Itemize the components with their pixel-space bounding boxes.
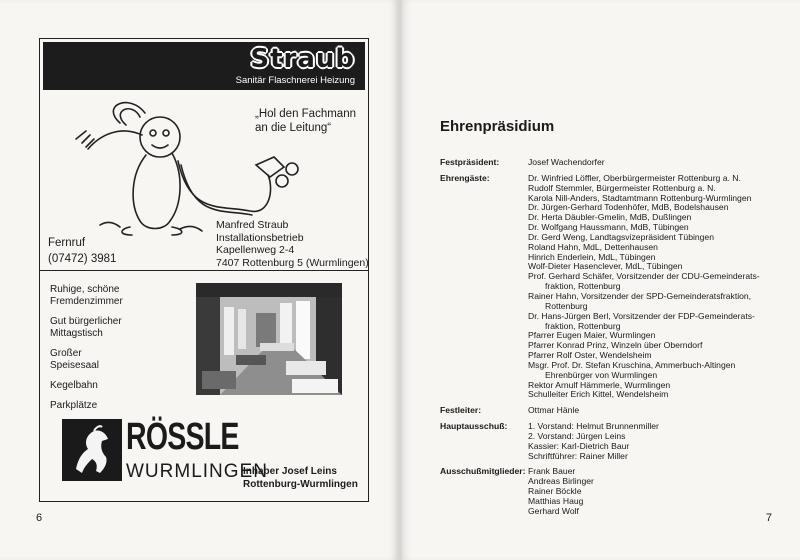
section-members: [528, 158, 798, 168]
horse-logo: [62, 419, 122, 481]
page-number-left: 6: [36, 512, 43, 524]
feature-item: Großer Speisesaal: [50, 348, 99, 371]
roessle-town: WURMLINGEN: [126, 461, 268, 482]
member-entry: 2. Vorstand: Jürgen Leins: [528, 430, 626, 441]
member-entry: Matthias Haug: [528, 496, 584, 506]
member-entry: Schulleiter Erich Kittel, Wendelsheim: [528, 389, 669, 400]
straub-logo: Straub: [250, 44, 355, 74]
section-members: [528, 406, 798, 416]
committee-section: [440, 406, 798, 416]
right-page: [402, 0, 800, 560]
member-entry: Ehrenbürger von Wurmlingen: [545, 369, 658, 380]
member-entry: Dr. Jürgen-Gerhard Todenhöfer, MdB, Bodelshausen: [528, 202, 729, 213]
member-entry: Msgr. Prof. Dr. Stefan Kruschina, Ammerbuch-Altingen: [528, 359, 736, 370]
section-label: Ausschußmitglieder:: [440, 466, 526, 477]
member-entry: Ottmar Hänle: [528, 405, 580, 416]
left-page: [0, 0, 398, 560]
member-entry: 1. Vorstand: Helmut Brunnenmiller: [528, 421, 659, 432]
committee-section: [440, 158, 798, 168]
feature-item: Gut bürgerlicher Mittagstisch: [50, 316, 122, 339]
section-members: [528, 174, 798, 400]
committee-section: [440, 467, 798, 516]
section-members: [528, 422, 798, 461]
roessle-owner: Inhaber Josef Leins Rottenburg-Wurmlingen: [243, 466, 358, 490]
honorary-committee-list: [440, 158, 798, 523]
member-entry: Frank Bauer: [528, 466, 576, 477]
member-entry: Karola Nill-Anders, Stadtamtmann Rottenburg-Wurmlingen: [528, 192, 752, 203]
straub-tagline: Sanitär Flaschnerei Heizung: [235, 75, 355, 86]
straub-address: Manfred Straub Installationsbetrieb Kapellenweg 2-4 7407 Rottenburg 5 (Wurmlingen): [216, 219, 369, 269]
straub-phone: [48, 235, 116, 267]
feature-item: Kegelbahn: [50, 380, 98, 391]
ad-divider: [40, 270, 368, 271]
member-entry: Schriftführer: Rainer Miller: [528, 450, 628, 461]
section-label: Hauptausschuß:: [440, 421, 508, 432]
member-entry: Pfarrer Rolf Oster, Wendelsheim: [528, 350, 652, 361]
member-entry: Rainer Hahn, Vorsitzender der SPD-Gemeinderatsfraktion,: [528, 290, 752, 301]
member-entry: Kassier: Karl-Dietrich Baur: [528, 440, 630, 451]
member-entry: Josef Wachendorfer: [528, 157, 605, 167]
member-entry: Dr. Gerd Weng, Landtagsvizepräsident Tübingen: [528, 231, 714, 242]
roessle-features: [50, 284, 123, 420]
roessle-name: RÖSSLE: [126, 416, 239, 458]
member-entry: Dr. Herta Däubler-Gmelin, MdB, Dußlingen: [528, 212, 692, 223]
dining-hall-photo: [196, 283, 342, 395]
phone-number: (07472) 3981: [48, 253, 117, 265]
member-entry: Dr. Wolfgang Haussmann, MdB, Tübingen: [528, 222, 689, 233]
section-label: Festpräsident:: [440, 157, 500, 167]
member-entry: Dr. Winfried Löffler, Oberbürgermeister Rottenburg a. N.: [528, 172, 741, 183]
feature-item: Ruhige, schöne Fremdenzimmer: [50, 284, 123, 307]
section-members: [528, 467, 798, 516]
member-entry: Rudolf Stemmler, Bürgermeister Rottenburg a. N.: [528, 182, 716, 193]
member-entry: Rottenburg: [545, 300, 588, 311]
member-entry: fraktion, Rottenburg: [545, 281, 621, 292]
member-entry: Roland Hahn, MdL, Dettenhausen: [528, 241, 658, 252]
member-entry: Rektor Arnulf Hämmerle, Wurmlingen: [528, 379, 671, 390]
section-label: Ehrengäste:: [440, 172, 490, 183]
member-entry: Wolf-Dieter Hasenclever, MdL, Tübingen: [528, 261, 683, 272]
phone-label: Fernruf: [48, 237, 86, 249]
straub-banner: [43, 42, 365, 90]
section-label: Festleiter:: [440, 405, 482, 416]
advertisement-panel: [39, 38, 369, 502]
page-number-right: 7: [765, 512, 772, 524]
member-entry: Prof. Gerhard Schäfer, Vorsitzender der CDU-Gemeinderats-: [528, 271, 760, 282]
member-entry: Hinrich Enderlein, MdL, Tübingen: [528, 251, 656, 262]
committee-section: [440, 422, 798, 461]
member-entry: Andreas Birlinger: [528, 476, 594, 487]
member-entry: Gerhard Wolf: [528, 505, 579, 516]
member-entry: Pfarrer Konrad Prinz, Winzeln über Oberndorf: [528, 340, 703, 351]
member-entry: Rainer Böckle: [528, 486, 582, 497]
member-entry: Dr. Hans-Jürgen Berl, Vorsitzender der FDP-Gemeinderats-: [528, 310, 755, 321]
member-entry: fraktion, Rottenburg: [545, 320, 621, 331]
page-title: Ehrenpräsidium: [440, 118, 555, 135]
feature-item: Parkplätze: [50, 400, 98, 411]
straub-slogan: „Hol den Fachmann an die Leitung“: [255, 108, 356, 134]
member-entry: Pfarrer Eugen Maier, Wurmlingen: [528, 330, 656, 341]
committee-section: [440, 174, 798, 400]
